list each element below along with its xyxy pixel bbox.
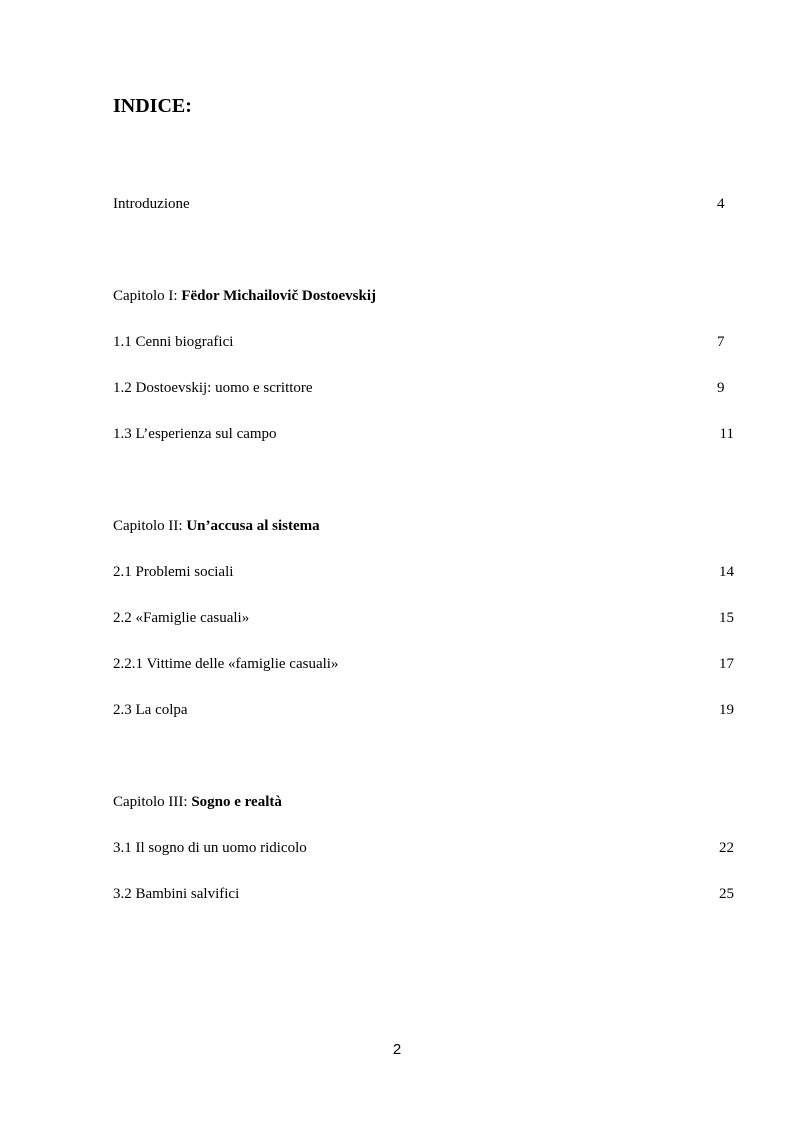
toc-entry-label: 2.2.1 Vittime delle «famiglie casuali» <box>113 656 339 672</box>
toc-entry-1-3 <box>113 424 734 444</box>
toc-entry-page: 14 <box>719 564 734 580</box>
toc-entry-page: 22 <box>719 840 734 856</box>
toc-entry-label: 2.1 Problemi sociali <box>113 564 234 580</box>
toc-entry-page: 25 <box>719 886 734 902</box>
chapter-heading-1 <box>113 286 734 306</box>
toc-entry-label: 1.2 Dostoevskij: uomo e scrittore <box>113 380 313 396</box>
toc-entry-label: 1.1 Cenni biografici <box>113 334 234 350</box>
toc-entry-1-2 <box>113 378 734 398</box>
toc-entry-label: 2.3 La colpa <box>113 702 188 718</box>
toc-entry-page: 19 <box>719 702 734 718</box>
toc-entry-label: 3.1 Il sogno di un uomo ridicolo <box>113 840 307 856</box>
chapter-prefix: Capitolo III: <box>113 794 192 810</box>
toc-entry-2-3 <box>113 700 734 720</box>
page-number-footer: 2 <box>392 1041 402 1058</box>
index-title: INDICE: <box>113 95 192 117</box>
chapter-prefix: Capitolo I: <box>113 288 182 304</box>
toc-entry-1-1 <box>113 332 734 352</box>
chapter-name: Un’accusa al sistema <box>186 518 320 534</box>
toc-entry-2-2-1 <box>113 654 734 674</box>
toc-entry-introduction <box>113 194 734 214</box>
toc-entry-2-1 <box>113 562 734 582</box>
chapter-prefix: Capitolo II: <box>113 518 187 534</box>
chapter-name: Sogno e realtà <box>191 794 282 810</box>
toc-entry-label: 2.2 «Famiglie casuali» <box>113 610 250 626</box>
toc-entry-3-1 <box>113 838 734 858</box>
toc-entry-page: 7 <box>717 334 725 350</box>
chapter-heading-2 <box>113 516 734 536</box>
toc-entry-2-2 <box>113 608 734 628</box>
toc-entry-page: 11 <box>719 426 734 442</box>
chapter-heading-3 <box>113 792 734 812</box>
chapter-name: Fëdor Michailovič Dostoevskij <box>181 288 377 304</box>
toc-entry-label: Introduzione <box>113 196 190 212</box>
toc-entry-3-2 <box>113 884 734 904</box>
toc-entry-label: 3.2 Bambini salvifici <box>113 886 240 902</box>
toc-entry-page: 4 <box>717 196 725 212</box>
toc-entry-page: 15 <box>719 610 734 626</box>
toc-entry-page: 17 <box>719 656 734 672</box>
toc-entry-label: 1.3 L’esperienza sul campo <box>113 426 277 442</box>
toc-entry-page: 9 <box>717 380 725 396</box>
